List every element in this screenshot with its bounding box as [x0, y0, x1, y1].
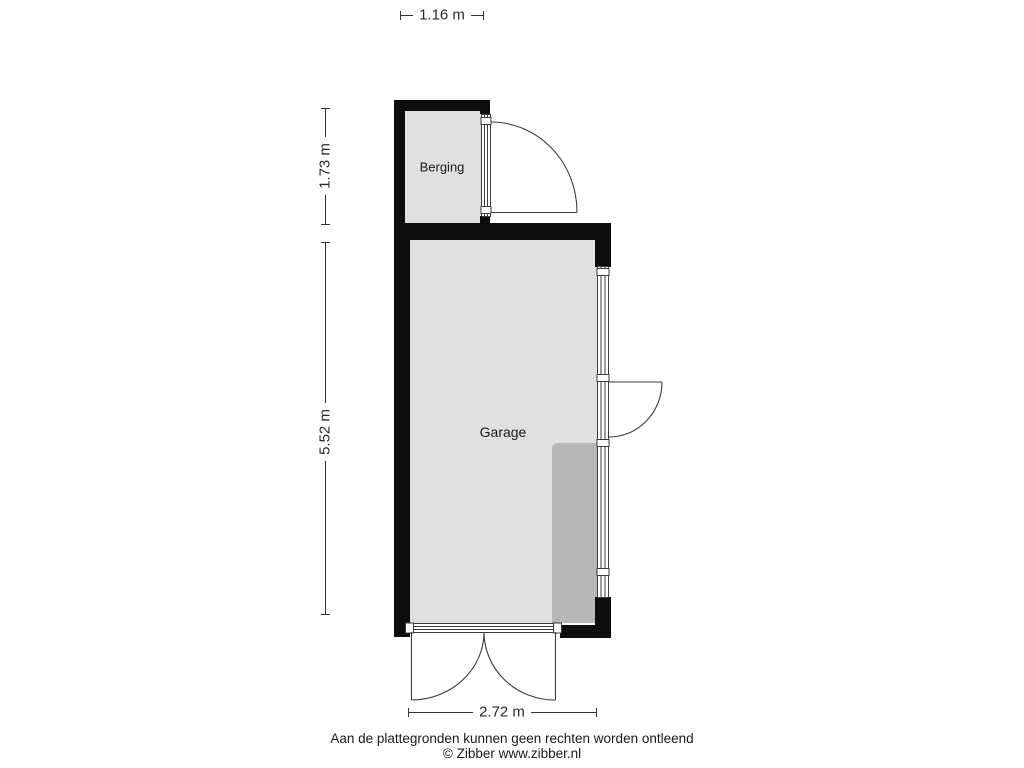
wall-segment: [560, 625, 611, 638]
window-post: [597, 569, 609, 576]
wall-segment: [394, 223, 611, 240]
window-post: [597, 440, 609, 447]
wall-segment: [480, 100, 490, 114]
door-post: [481, 207, 491, 214]
dimension-top-label: 1.16 m: [413, 7, 471, 24]
wall-segment: [394, 100, 490, 111]
door-post: [406, 623, 414, 633]
footer-credit: © Zibber www.zibber.nl: [442, 746, 582, 761]
footer-disclaimer: Aan de plattegronden kunnen geen rechten worden ontleend: [330, 731, 694, 746]
door-post: [481, 118, 491, 125]
door-frame: [406, 624, 562, 633]
door-post: [554, 623, 562, 633]
dimension-garage-label: 5.52 m: [317, 403, 334, 461]
right-door-arc: [609, 382, 662, 437]
garage-door-frame: [405, 623, 562, 633]
door-frame: [482, 115, 491, 217]
dimension-berging-label: 1.73 m: [317, 137, 334, 195]
wall-segment: [394, 100, 405, 240]
window-post: [597, 269, 609, 276]
window-frame: [598, 267, 609, 598]
garage-door-right-arc: [484, 632, 556, 700]
berging-door-frame: [481, 114, 491, 217]
garage-area-overlay: [552, 443, 597, 623]
wall-segment: [595, 240, 611, 267]
window-post: [597, 375, 609, 382]
wall-segment: [394, 240, 410, 637]
dimension-bottom-label: 2.72 m: [473, 704, 531, 721]
garage-door-left-arc: [412, 632, 485, 700]
window-right: [597, 266, 609, 598]
room-label-berging: Berging: [419, 159, 465, 175]
berging-door-arc: [491, 122, 577, 213]
room-label-garage: Garage: [479, 424, 527, 440]
